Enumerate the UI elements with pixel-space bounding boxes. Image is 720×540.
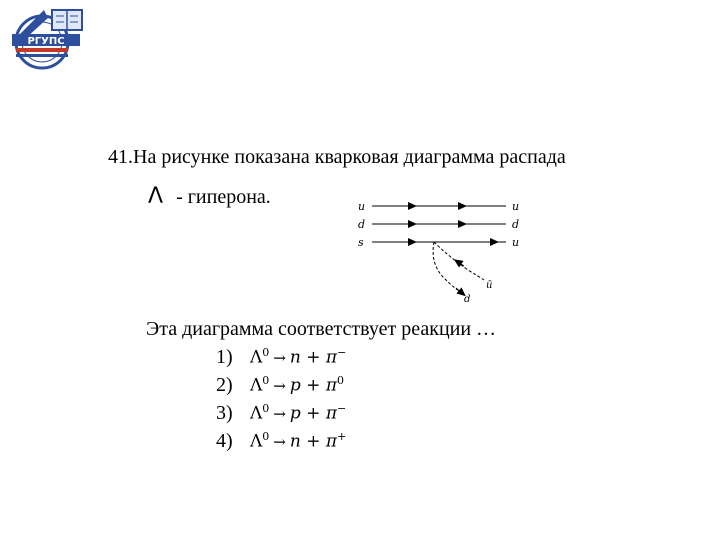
particle-suffix: - гиперона.: [176, 186, 271, 208]
answer-option-3[interactable]: [216, 402, 346, 430]
right-label-u2: u: [512, 236, 520, 249]
reaction-formula: $\Lambda^0 \to n + \pi^+$: [250, 430, 347, 452]
answer-number: 1): [216, 346, 233, 368]
university-logo: [4, 4, 88, 70]
left-label-u: u: [358, 200, 366, 213]
reaction-formula: $\Lambda^0 \to p + \pi^0$: [250, 374, 344, 396]
answer-number: 4): [216, 430, 233, 452]
logo-text: РГУПС: [27, 36, 65, 47]
answer-option-2[interactable]: [216, 374, 346, 402]
left-label-d: d: [358, 218, 366, 231]
quark-diagram: [352, 196, 522, 308]
particle-line: [148, 184, 271, 209]
branch-label-d: d: [464, 294, 471, 305]
question-prompt: Эта диаграмма соответствует реакции …: [146, 318, 497, 340]
right-label-d: d: [512, 218, 520, 231]
answer-number: 2): [216, 374, 233, 396]
answer-number: 3): [216, 402, 233, 424]
reaction-formula: $\Lambda^0 \to p + \pi^-$: [250, 402, 347, 424]
branch-label-ubar: ū: [486, 280, 493, 291]
question-title: 41.На рисунке показана кварковая диаграмма распада: [108, 146, 566, 168]
answer-option-4[interactable]: [216, 430, 346, 458]
lambda-symbol: Λ: [148, 184, 164, 209]
right-label-u: u: [512, 200, 520, 213]
answer-list: [216, 346, 346, 458]
reaction-formula: $\Lambda^0 \to n + \pi^-$: [250, 346, 347, 368]
answer-option-1[interactable]: [216, 346, 346, 374]
left-label-s: s: [358, 236, 364, 249]
